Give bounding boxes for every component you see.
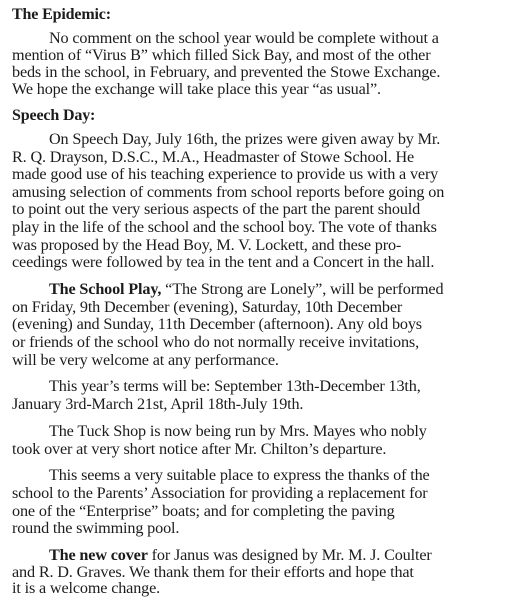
school-play-first-line — [49, 281, 443, 298]
text-line: This seems a very suitable place to express the thanks of the — [49, 466, 430, 484]
text-line: amusing selection of comments from school reports before going on — [12, 183, 445, 201]
text-line: and R. D. Graves. We thank them for their efforts and hope that — [12, 563, 414, 581]
text-line: made good use of his teaching experience to provide us with a very — [12, 165, 439, 183]
text-line: R. Q. Drayson, D.S.C., M.A., Headmaster of Stowe School. He — [12, 148, 415, 166]
text-line: No comment on the school year would be complete without a — [49, 29, 439, 47]
text-line: beds in the school, in February, and prevented the Stowe Exchange. — [12, 63, 441, 81]
text-line: on Friday, 9th December (evening), Saturday, 10th December — [12, 298, 403, 316]
new-cover-first-line — [49, 547, 432, 564]
text-line: was proposed by the Head Boy, M. V. Lockett, and these pro- — [12, 236, 402, 254]
school-play-lead: The School Play, — [49, 280, 162, 298]
text-line: will be very welcome at any performance. — [12, 351, 279, 369]
school-play-lead-rest: “The Strong are Lonely”, will be performed — [161, 280, 444, 298]
text-line: or friends of the school who do not normally receive invitations, — [12, 333, 419, 351]
text-line: play in the life of the school and the school boy. The vote of thanks — [12, 218, 437, 236]
text-line: The Tuck Shop is now being run by Mrs. Mayes who nobly — [49, 422, 427, 440]
new-cover-lead: The new cover — [49, 546, 148, 564]
heading-epidemic: The Epidemic: — [12, 6, 111, 23]
text-line: January 3rd-March 21st, April 18th-July 19th. — [12, 395, 304, 413]
text-line: This year’s terms will be: September 13th-December 13th, — [49, 377, 421, 395]
heading-speech-day: Speech Day: — [12, 107, 96, 124]
text-line: it is a welcome change. — [12, 579, 161, 597]
text-line: to point out the very serious aspects of the part the parent should — [12, 200, 421, 218]
text-line: school to the Parents’ Association for providing a replacement for — [12, 484, 428, 502]
new-cover-lead-rest: for Janus was designed by Mr. M. J. Coulter — [147, 546, 432, 564]
text-line: one of the “Enterprise” boats; and for completing the paving — [12, 502, 395, 520]
text-line: On Speech Day, July 16th, the prizes were given away by Mr. — [49, 130, 441, 148]
text-line: (evening) and Sunday, 11th December (afternoon). Any old boys — [12, 315, 422, 333]
text-line: round the swimming pool. — [12, 519, 180, 537]
text-line: ceedings were followed by tea in the tent and a Concert in the hall. — [12, 253, 435, 271]
text-line: took over at very short notice after Mr. Chilton’s departure. — [12, 440, 387, 458]
text-line: We hope the exchange will take place this year “as usual”. — [12, 80, 381, 98]
text-line: mention of “Virus B” which filled Sick Bay, and most of the other — [12, 46, 431, 64]
